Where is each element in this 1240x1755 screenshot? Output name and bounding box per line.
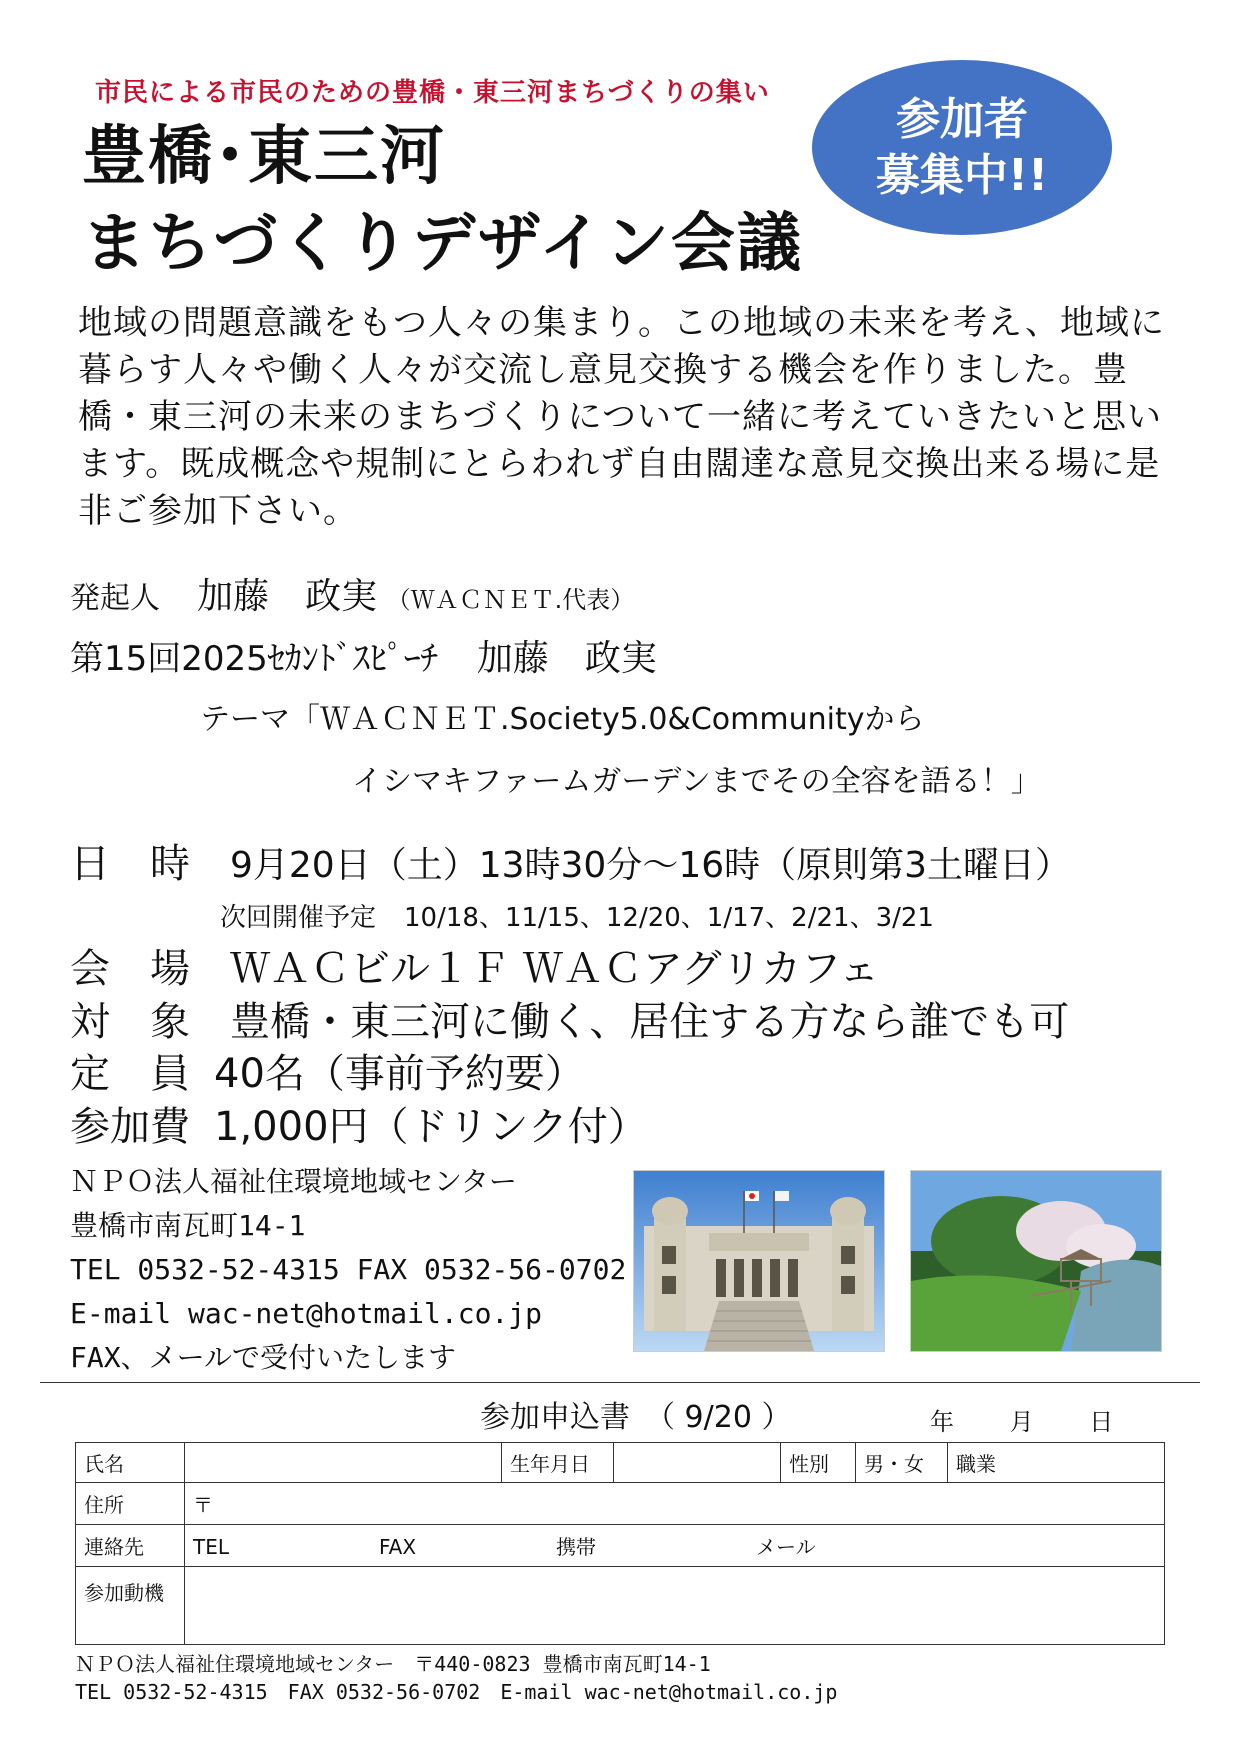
city-hall-photo <box>633 1170 885 1352</box>
target-row <box>70 990 1069 1047</box>
speech-label: 第15回2025ｾｶﾝﾄﾞｽﾋﾟｰﾁ <box>70 639 438 679</box>
capacity-label: 定 員 <box>70 1051 190 1097</box>
form-date-fields: 年 月 日 <box>930 1408 1114 1436</box>
form-label-name: 氏名 <box>76 1443 185 1483</box>
contact-email: E-mail wac-net@hotmail.co.jp <box>70 1297 543 1330</box>
next-dates-label: 次回開催予定 <box>220 903 377 933</box>
speech-row <box>70 630 657 681</box>
form-label-gender: 性別 <box>781 1443 856 1483</box>
form-label-job[interactable]: 職業 <box>948 1443 1165 1483</box>
recruiting-badge <box>812 60 1112 235</box>
footer-line1: ＮＰＯ法人福祉住環境地域センター 〒440-0823 豊橋市南瓦町14-1 <box>75 1652 711 1676</box>
form-contact-mobile: 携帯 <box>556 1535 597 1559</box>
target-label: 対 象 <box>70 999 190 1045</box>
speech-speaker: 加藤 政実 <box>476 638 657 679</box>
datetime-value: 9月20日（土）13時30分～16時（原則第3土曜日） <box>230 845 1072 886</box>
theme-line2: イシマキファームガーデンまでその全容を語る！」 <box>352 764 1041 799</box>
intro-paragraph: 地域の問題意識をもつ人々の集まり。この地域の未来を考え、地域に暮らす人々や働く人々が交流し意見交換する機会を作りました。豊橋・東三河の未来のまちづくりについて一緒に考えていきたいと思います。既成概念や規制にとらわれず自由闊達な意見交換出来る場に是非ご参加下さい。 <box>78 303 1166 531</box>
form-input-motive[interactable] <box>185 1567 1165 1645</box>
badge-line2: 募集中!! <box>875 149 1049 201</box>
venue-value: ＷＡＣビル１Ｆ ＷＡＣアグリカフェ <box>230 946 880 992</box>
datetime-row <box>70 832 1071 889</box>
target-value: 豊橋・東三河に働く、居住する方なら誰でも可 <box>230 999 1070 1045</box>
form-label-motive: 参加動機 <box>76 1567 185 1645</box>
promoter-row <box>70 568 634 619</box>
contact-tel-fax: TEL 0532-52-4315 FAX 0532-56-0702 <box>70 1253 627 1286</box>
badge-line1: 参加者 <box>896 93 1028 145</box>
contact-block <box>70 1160 626 1380</box>
promoter-note: （ＷＡＣＮＥＴ.代表） <box>386 586 635 614</box>
contact-address: 豊橋市南瓦町14-1 <box>70 1209 306 1242</box>
form-label-address: 住所 <box>76 1483 185 1525</box>
garden-image <box>911 1171 1161 1351</box>
venue-row <box>70 937 879 994</box>
form-input-contact[interactable] <box>185 1525 1165 1567</box>
city-hall-image <box>634 1171 884 1351</box>
garden-photo <box>910 1170 1162 1352</box>
fee-value: 1,000円（ドリンク付） <box>214 1104 648 1150</box>
form-gender-options[interactable]: 男・女 <box>856 1443 948 1483</box>
form-divider <box>40 1382 1200 1383</box>
fee-row <box>70 1095 648 1152</box>
form-label-birth: 生年月日 <box>502 1443 614 1483</box>
promoter-label: 発起人 <box>70 581 160 616</box>
form-title: 参加申込書 （ 9/20 ） <box>480 1400 792 1435</box>
form-row-contact <box>76 1525 1165 1567</box>
application-form-table <box>75 1442 1165 1645</box>
form-row-motive <box>76 1567 1165 1645</box>
footer-line2: TEL 0532-52-4315 FAX 0532-56-0702 E-mail wac-net@hotmail.co.jp <box>75 1680 838 1704</box>
form-row-address <box>76 1483 1165 1525</box>
contact-note: FAX、メールで受付いたします <box>70 1341 457 1374</box>
next-dates-row <box>220 897 934 934</box>
form-contact-tel: TEL <box>193 1535 229 1559</box>
form-input-name[interactable] <box>185 1443 502 1483</box>
page-title-line1: 豊橋･東三河 <box>82 120 446 194</box>
form-contact-mail: メール <box>756 1535 816 1559</box>
capacity-row <box>70 1042 585 1099</box>
form-contact-fax: FAX <box>379 1535 417 1559</box>
page-title-line2: まちづくりデザイン会議 <box>82 207 803 281</box>
theme-line1: テーマ「ＷＡＣＮＥＴ.Society5.0&Communityから <box>200 702 925 737</box>
venue-label: 会 場 <box>70 946 190 992</box>
form-input-address[interactable]: 〒 <box>185 1483 1165 1525</box>
form-input-birth[interactable] <box>614 1443 781 1483</box>
form-label-contact: 連絡先 <box>76 1525 185 1567</box>
promoter-name: 加藤 政実 <box>197 576 378 617</box>
fee-label: 参加費 <box>70 1104 190 1150</box>
capacity-value: 40名（事前予約要） <box>214 1051 585 1097</box>
datetime-label: 日 時 <box>70 841 190 887</box>
next-dates-value: 10/18、11/15、12/20、1/17、2/21、3/21 <box>404 903 934 933</box>
form-row-name <box>76 1443 1165 1483</box>
contact-org: ＮＰＯ法人福祉住環境地域センター <box>70 1165 517 1198</box>
event-subtitle: 市民による市民のための豊橋・東三河まちづくりの集い <box>95 78 770 108</box>
